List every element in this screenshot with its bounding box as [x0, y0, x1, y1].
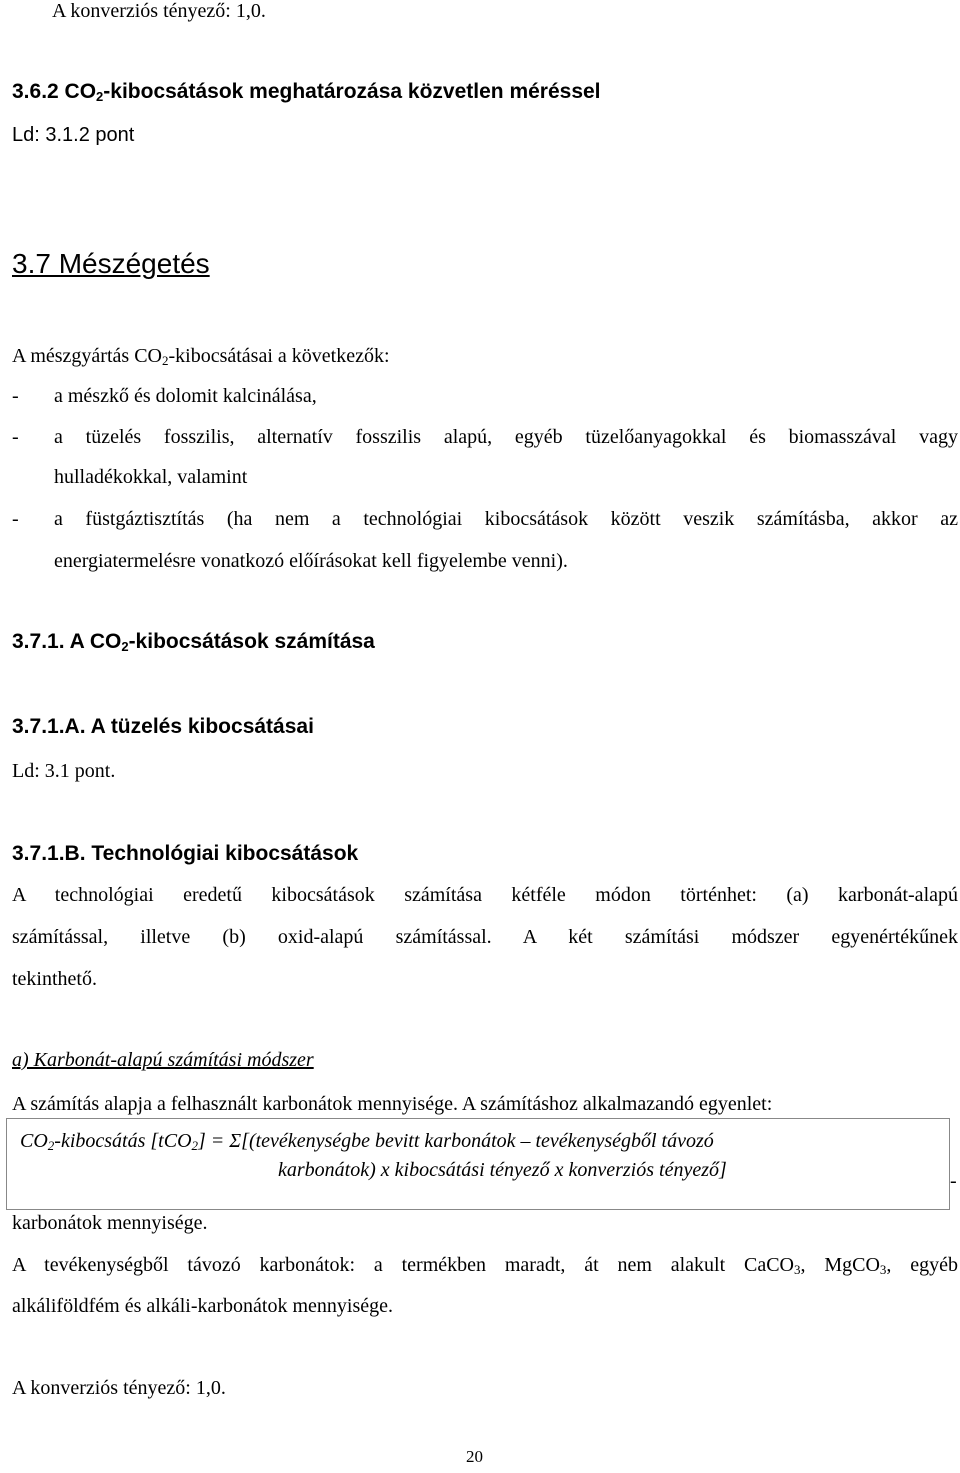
section-heading-3-6-2 [12, 80, 601, 104]
conversion-factor-text: A konverziós tényező: 1,0. [12, 1377, 226, 1399]
list-item-3-line-2: energiatermelésre vonatkozó előírásokat kell figyelembe venni). [54, 550, 568, 572]
list-item-1: a mészkő és dolomit kalcinálása, [54, 385, 317, 407]
list-dash: - [12, 426, 19, 448]
paragraph-line: számítással, illetve (b) oxid-alapú számítással. A két számítási módszer egyenértékűnek [12, 926, 958, 948]
intro-part: -kibocsátásai a következők: [168, 345, 390, 367]
formula-part: ] = Σ[(tevékenységbe bevitt karbonátok – tevékenységből távozó [198, 1130, 714, 1152]
section-heading-3-7: 3.7 Mészégetés [12, 248, 210, 279]
formula-part: CO [20, 1130, 48, 1152]
subscript: 2 [191, 1138, 199, 1153]
section-heading-3-7-1-b: 3.7.1.B. Technológiai kibocsátások [12, 842, 359, 865]
text-part: A tevékenységből távozó karbonátok: a termékben maradt, át nem alakult CaCO [12, 1254, 794, 1276]
leaving-carbonates-line-2: alkáliföldfém és alkáli-karbonátok mennyisége. [12, 1295, 393, 1317]
heading-text: 3.7.1. A CO [12, 630, 122, 653]
text-part: , egyéb [886, 1254, 958, 1276]
section-heading-3-7-1-a: 3.7.1.A. A tüzelés kibocsátásai [12, 715, 314, 738]
method-a-heading: a) Karbonát-alapú számítási módszer [12, 1049, 314, 1071]
subscript: 2 [96, 89, 104, 104]
subscript: 3 [794, 1262, 801, 1277]
subscript: 2 [161, 353, 169, 368]
leaving-carbonates-line-1 [12, 1254, 958, 1277]
formula-part: -kibocsátás [tCO [54, 1130, 192, 1152]
reference-text: Ld: 3.1 pont. [12, 760, 116, 782]
list-item-3-line-1: a füstgáztisztítás (ha nem a technológiai kibocsátások között veszik számításba, akkor az [54, 508, 958, 530]
intro-text [12, 345, 390, 368]
reference-text: Ld: 3.1.2 pont [12, 124, 135, 146]
list-dash: - [12, 508, 19, 530]
text-part: , MgCO [800, 1254, 880, 1276]
heading-text: 3.6.2 CO [12, 80, 97, 103]
trailing-dash: - [950, 1170, 957, 1192]
list-item-2-line-1: a tüzelés fosszilis, alternatív fosszilis alapú, egyéb tüzelőanyagokkal és biomasszával vagy [54, 426, 958, 448]
carbonate-quantity-text: karbonátok mennyisége. [12, 1212, 208, 1234]
list-dash: - [12, 385, 19, 407]
method-a-basis: A számítás alapja a felhasznált karbonátok mennyisége. A számításhoz alkalmazandó egyenlet: [12, 1093, 773, 1115]
paragraph-line: tekinthető. [12, 968, 97, 990]
formula-line-1 [20, 1130, 714, 1153]
heading-text: -kibocsátások számítása [128, 630, 375, 653]
subscript: 3 [879, 1262, 887, 1277]
section-heading-3-7-1 [12, 630, 375, 654]
list-item-2-line-2: hulladékokkal, valamint [54, 466, 248, 488]
conversion-factor-text: A konverziós tényező: 1,0. [52, 0, 266, 22]
heading-text: -kibocsátások meghatározása közvetlen méréssel [103, 80, 601, 103]
paragraph-line: A technológiai eredetű kibocsátások számítása kétféle módon történhet: (a) karbonát-alapú [12, 884, 958, 906]
subscript: 2 [121, 639, 129, 654]
subscript: 2 [47, 1138, 55, 1153]
page-number: 20 [466, 1447, 483, 1466]
formula-line-2: karbonátok) x kibocsátási tényező x konverziós tényező] [278, 1159, 727, 1181]
intro-part: A mészgyártás CO [12, 345, 162, 367]
